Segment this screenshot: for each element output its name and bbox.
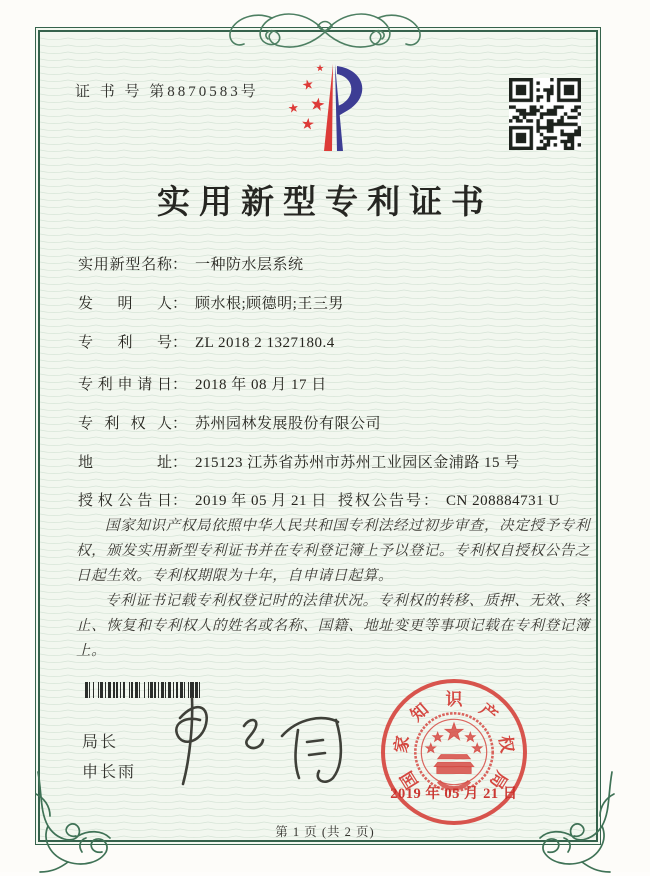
field-label: 授权公告号: [338, 493, 424, 509]
field-row-filing-date: [78, 373, 327, 394]
page-number-footer: 第 1 页 (共 2 页): [275, 825, 375, 839]
field-row-address: [78, 451, 520, 472]
signer-title: 局长: [82, 734, 119, 751]
colon: ：: [172, 257, 188, 273]
cnipa-logo-icon: [268, 58, 376, 158]
colon: ：: [172, 296, 188, 312]
field-label: 专利权人: [78, 416, 172, 432]
legal-paragraph-1: 国家知识产权局依照中华人民共和国专利法经过初步审查，决定授予专利权，颁发实用新型专利证书并在专利登记簿上予以登记。专利权自授权公告之日起生效。专利权期限为十年，自申请日起算。: [76, 518, 590, 584]
seal-date: 2019 年 05 月 21 日: [390, 786, 518, 802]
seal-character: 局: [485, 767, 512, 793]
field-label: 实用新型名称: [78, 257, 172, 273]
logo-star-icon: ★: [300, 116, 316, 134]
field-row-patentee: [78, 412, 381, 433]
field-label: 专利申请日: [78, 377, 172, 393]
field-label: 地址: [78, 455, 172, 471]
cnipa-official-seal: [381, 679, 527, 825]
field-grant-number: [338, 489, 560, 510]
seal-character: 知: [406, 699, 433, 726]
seal-character: 权: [495, 734, 517, 755]
field-value: 2019 年 05 月 21 日: [195, 493, 327, 509]
field-row-inventor: [78, 292, 344, 313]
seal-character: 产: [475, 699, 502, 726]
field-value: 215123 江苏省苏州市苏州工业园区金浦路 15 号: [195, 455, 520, 471]
seal-character: 家: [391, 734, 413, 755]
certificate-number: 证 书 号 第8870583号: [75, 84, 259, 100]
seal-character: 国: [396, 767, 423, 793]
colon: ：: [172, 493, 188, 509]
field-value: 一种防水层系统: [195, 257, 304, 273]
colon: ：: [172, 377, 188, 393]
legal-paragraph-2: 专利证书记载专利权登记时的法律状况。专利权的转移、质押、无效、终止、恢复和专利权人的姓名或名称、国籍、地址变更等事项记载在专利登记簿上。: [76, 593, 590, 659]
field-value: 顾水根;顾德明;王三男: [195, 296, 344, 312]
director-signature: [152, 688, 352, 792]
logo-star-icon: ★: [316, 63, 325, 73]
field-row-utility-model-name: [78, 253, 304, 274]
logo-star-icon: ★: [308, 93, 327, 116]
colon: ：: [172, 416, 188, 432]
logo-star-icon: ★: [300, 75, 316, 94]
colon: ：: [172, 335, 188, 351]
seal-character: 识: [445, 690, 463, 709]
field-value: ZL 2018 2 1327180.4: [195, 335, 335, 351]
field-label: 授权公告日: [78, 493, 172, 509]
logo-star-icon: ★: [287, 100, 300, 116]
field-value: 苏州园林发展股份有限公司: [195, 416, 382, 432]
legal-text-block: [76, 514, 590, 664]
signer-block: [82, 728, 136, 788]
field-row-grant-date: [78, 489, 560, 510]
qr-code: [509, 78, 581, 150]
field-value: 2018 年 08 月 17 日: [195, 377, 327, 393]
certificate-title: 实用新型专利证书: [157, 185, 493, 221]
colon: ：: [172, 455, 188, 471]
field-label: 发明人: [78, 296, 172, 312]
field-value: CN 208884731 U: [446, 493, 560, 509]
colon: ：: [423, 493, 439, 509]
signer-name: 申长雨: [82, 764, 137, 781]
field-row-patent-number: [78, 331, 335, 352]
field-label: 专利号: [78, 335, 172, 351]
